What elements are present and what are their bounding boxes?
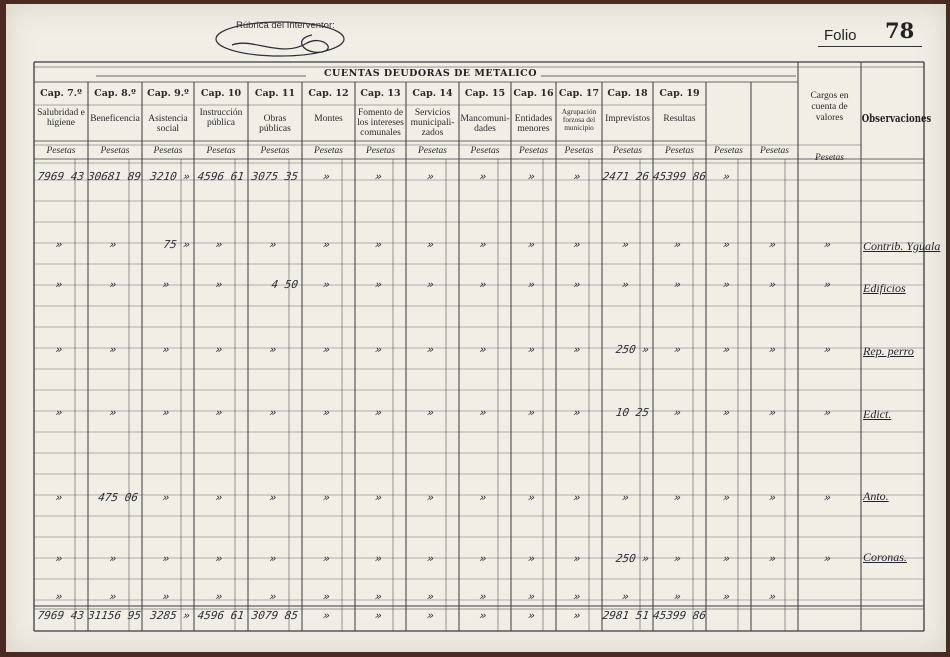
totals-cell: »	[478, 609, 488, 622]
ledger-cell: »	[673, 590, 682, 603]
column-description: Agrupación forzosa del municipio	[561, 107, 597, 132]
totals-cell: »	[527, 609, 536, 622]
ledger-cell: »	[54, 278, 64, 291]
column-unit-label: Pesetas	[100, 146, 130, 156]
totals-cell: 4596 61	[196, 609, 245, 622]
ledger-cell: 2471 26	[601, 170, 650, 183]
ledger-cell: »	[768, 491, 777, 504]
observation-note: Coronas.	[863, 550, 907, 564]
ledger-cell: »	[54, 491, 64, 504]
ledger-cell: »	[268, 406, 278, 419]
ledger-cell: »	[572, 552, 582, 565]
totals-cell: 31156 95	[87, 609, 142, 622]
ledger-cell: »	[621, 590, 630, 603]
ledger-cell: »	[322, 278, 331, 291]
column-description: Servicios municipali- zados	[410, 108, 455, 138]
ledger-cell: »	[214, 238, 224, 251]
ledger-cell: »	[823, 278, 832, 291]
ledger-cell: »	[478, 238, 488, 251]
ledger-cell: »	[823, 406, 832, 419]
column-unit-label: Pesetas	[713, 146, 744, 156]
ledger-cell: »	[673, 491, 682, 504]
ledger-cell: »	[823, 491, 832, 504]
ledger-cell: »	[374, 406, 383, 419]
ledger-cell: »	[572, 278, 582, 291]
column-unit-label: Pesetas	[759, 146, 790, 156]
ledger-cell: »	[478, 552, 488, 565]
column-unit-label: Pesetas	[46, 146, 76, 156]
ledger-cell: »	[374, 343, 383, 356]
column-unit-label: Pesetas	[814, 153, 845, 163]
ledger-cell: »	[374, 170, 383, 183]
ledger-page	[6, 4, 946, 652]
ledger-cell: »	[214, 590, 224, 603]
ledger-cell: 250 »	[614, 343, 650, 356]
ledger-cell: »	[768, 278, 777, 291]
ledger-cell: »	[322, 343, 331, 356]
ledger-cell: »	[426, 170, 435, 183]
ledger-cell: 3075 35	[250, 170, 299, 183]
ledger-cell: »	[572, 170, 582, 183]
ledger-cell: »	[426, 238, 435, 251]
folio-number: 78	[885, 18, 915, 43]
ledger-cell: »	[426, 590, 435, 603]
folio-label: Folio	[824, 27, 857, 44]
ledger-cell: »	[768, 343, 777, 356]
ledger-cell: »	[722, 278, 731, 291]
column-cap-label: Cap. 16	[513, 88, 554, 99]
ledger-cell: »	[673, 343, 682, 356]
column-cap-label: Cap. 14	[412, 88, 453, 99]
ledger-cell: »	[161, 552, 171, 565]
column-description: Salubridad e higiene	[37, 108, 85, 128]
ledger-cell: »	[214, 552, 224, 565]
ledger-cell: 10 25	[614, 406, 650, 419]
column-description: Mancomuni- dades	[460, 114, 510, 134]
ledger-cell: »	[823, 552, 832, 565]
ledger-cell: »	[768, 552, 777, 565]
ledger-cell: »	[722, 170, 731, 183]
column-cap-label: Cap. 17	[558, 88, 600, 99]
ledger-cell: »	[426, 552, 435, 565]
ledger-cell: »	[572, 491, 582, 504]
column-description: Montes	[314, 114, 343, 124]
ledger-cell: »	[527, 170, 536, 183]
ledger-cell: »	[214, 491, 224, 504]
ledger-cell: 250 »	[614, 552, 650, 565]
observation-note: Anto.	[863, 489, 889, 503]
ledger-cell: »	[54, 406, 64, 419]
ledger-cell: »	[722, 552, 731, 565]
column-unit-label: Pesetas	[153, 146, 183, 156]
ledger-cell: »	[214, 278, 224, 291]
ledger-cell: »	[374, 590, 383, 603]
ledger-cell: »	[722, 238, 731, 251]
ledger-cell: »	[572, 406, 582, 419]
ledger-cell: »	[768, 590, 777, 603]
ledger-cell: »	[108, 552, 118, 565]
ledger-cell: »	[572, 238, 582, 251]
column-cap-label: Cap. 15	[464, 88, 506, 99]
ledger-cell: »	[823, 238, 832, 251]
ledger-cell: »	[426, 343, 435, 356]
ledger-cell: »	[374, 278, 383, 291]
column-unit-label: Pesetas	[470, 146, 500, 156]
ledger-cell: »	[322, 170, 331, 183]
ledger-cell: »	[54, 238, 64, 251]
ledger-cell: »	[322, 590, 331, 603]
ledger-cell: »	[621, 238, 630, 251]
column-cap-label: Cap. 18	[607, 88, 648, 99]
totals-cell: »	[426, 609, 435, 622]
column-cap-label: Cap. 12	[308, 88, 349, 99]
ledger-cell: »	[268, 491, 278, 504]
ledger-cell: »	[322, 491, 331, 504]
ledger-cell: »	[161, 406, 171, 419]
ledger-cell: »	[527, 590, 536, 603]
ledger-cell: »	[161, 590, 171, 603]
column-description: Imprevistos	[605, 114, 650, 124]
column-unit-label: Pesetas	[417, 146, 448, 156]
column-unit-label: Pesetas	[365, 146, 396, 156]
folio-underline	[818, 46, 922, 47]
ledger-cell: »	[108, 238, 118, 251]
ledger-cell: »	[722, 590, 731, 603]
ledger-cell: »	[161, 343, 171, 356]
ledger-cell: »	[478, 590, 488, 603]
column-unit-label: Pesetas	[260, 146, 290, 156]
totals-cell: 2981 51	[601, 609, 650, 622]
ledger-cell: »	[722, 491, 731, 504]
column-description: Resultas	[663, 114, 696, 124]
ledger-cell: »	[268, 238, 278, 251]
ledger-cell: »	[673, 238, 682, 251]
ledger-cell: »	[426, 406, 435, 419]
observation-note: Rep. perro	[863, 344, 914, 358]
ledger-cell: »	[768, 238, 777, 251]
column-cap-label: Cap. 9.º	[147, 88, 189, 99]
ledger-cell: 4596 61	[196, 170, 245, 183]
ledger-cell: 475 06	[97, 491, 139, 504]
column-description: Obras públicas	[259, 114, 291, 134]
ledger-cell: »	[673, 406, 682, 419]
column-unit-label: Pesetas	[518, 146, 549, 156]
column-unit-label: Pesetas	[664, 146, 695, 156]
column-description: Asistencia social	[148, 114, 188, 134]
ledger-cell: »	[527, 238, 536, 251]
ledger-cell: »	[108, 278, 118, 291]
ledger-cell: »	[527, 343, 536, 356]
ledger-cell: »	[322, 238, 331, 251]
ledger-cell: »	[108, 406, 118, 419]
table-title: CUENTAS DEUDORAS DE METALICO	[320, 68, 541, 79]
column-cap-label: Cap. 10	[200, 88, 242, 99]
column-description: Beneficencia	[90, 114, 140, 124]
ledger-cell: 4 50	[270, 278, 299, 291]
totals-cell: 45399 86	[652, 609, 707, 622]
totals-cell: 7969 43	[36, 609, 85, 622]
ledger-cell: »	[374, 238, 383, 251]
ledger-cell: »	[527, 406, 536, 419]
totals-cell: »	[322, 609, 331, 622]
ledger-cell: »	[54, 343, 64, 356]
ledger-cell: »	[673, 552, 682, 565]
ledger-cell: »	[54, 590, 64, 603]
cargos-header: Cargos en cuenta de valores	[810, 91, 849, 123]
totals-cell: 3079 85	[250, 609, 299, 622]
column-unit-label: Pesetas	[313, 146, 344, 156]
ledger-cell: »	[268, 590, 278, 603]
ledger-cell: »	[621, 491, 630, 504]
ledger-cell: »	[823, 343, 832, 356]
column-cap-label: Cap. 11	[254, 88, 296, 99]
ledger-cell: »	[214, 406, 224, 419]
observation-note: Edict.	[863, 407, 892, 421]
column-description: Entidades menores	[514, 114, 553, 134]
column-cap-label: Cap. 13	[360, 88, 401, 99]
ledger-cell: »	[621, 278, 630, 291]
column-unit-label: Pesetas	[206, 146, 236, 156]
ledger-cell: »	[54, 552, 64, 565]
ledger-cell: »	[214, 343, 224, 356]
ledger-cell: »	[722, 343, 731, 356]
ledger-cell: 30681 89	[87, 170, 142, 183]
ledger-cell: »	[374, 491, 383, 504]
column-cap-label: Cap. 8.º	[94, 88, 136, 99]
ledger-cell: 45399 86	[652, 170, 707, 183]
ledger-cell: »	[268, 552, 278, 565]
ledger-cell: »	[322, 406, 331, 419]
ledger-cell: »	[478, 170, 488, 183]
ledger-cell: »	[527, 552, 536, 565]
column-unit-label: Pesetas	[612, 146, 643, 156]
column-unit-label: Pesetas	[564, 146, 594, 156]
ledger-cell: »	[161, 278, 171, 291]
totals-cell: »	[572, 609, 582, 622]
ledger-cell: »	[426, 491, 435, 504]
ledger-cell: »	[322, 552, 331, 565]
ledger-cell: »	[478, 278, 488, 291]
observation-note: Edificios	[863, 281, 906, 295]
observaciones-header: Observaciones	[861, 112, 932, 125]
ledger-cell: »	[572, 343, 582, 356]
ledger-cell: 3210 »	[149, 170, 191, 183]
rubrica-label: Rúbrica del Interventor:	[236, 20, 335, 31]
totals-cell: 3285 »	[149, 609, 191, 622]
column-description: Instrucción pública	[199, 108, 243, 128]
column-cap-label: Cap. 19	[659, 88, 700, 99]
observation-note: Contrib. Yguala	[863, 239, 941, 253]
ledger-cell: »	[572, 590, 582, 603]
column-description: Fomento de los intereses comunales	[357, 108, 404, 138]
ledger-cell: »	[108, 590, 118, 603]
ledger-cell: »	[478, 406, 488, 419]
totals-cell: »	[374, 609, 383, 622]
ledger-cell: 7969 43	[36, 170, 85, 183]
ledger-cell: 75 »	[162, 238, 191, 251]
column-cap-label: Cap. 7.º	[40, 88, 82, 99]
ledger-cell: »	[478, 343, 488, 356]
ledger-cell: »	[268, 343, 278, 356]
ledger-cell: »	[527, 491, 536, 504]
ledger-cell: »	[478, 491, 488, 504]
ledger-cell: »	[673, 278, 682, 291]
ledger-cell: »	[768, 406, 777, 419]
ledger-cell: »	[161, 491, 171, 504]
ledger-cell: »	[108, 343, 118, 356]
ledger-cell: »	[426, 278, 435, 291]
ledger-cell: »	[722, 406, 731, 419]
ledger-cell: »	[527, 278, 536, 291]
ledger-cell: »	[374, 552, 383, 565]
